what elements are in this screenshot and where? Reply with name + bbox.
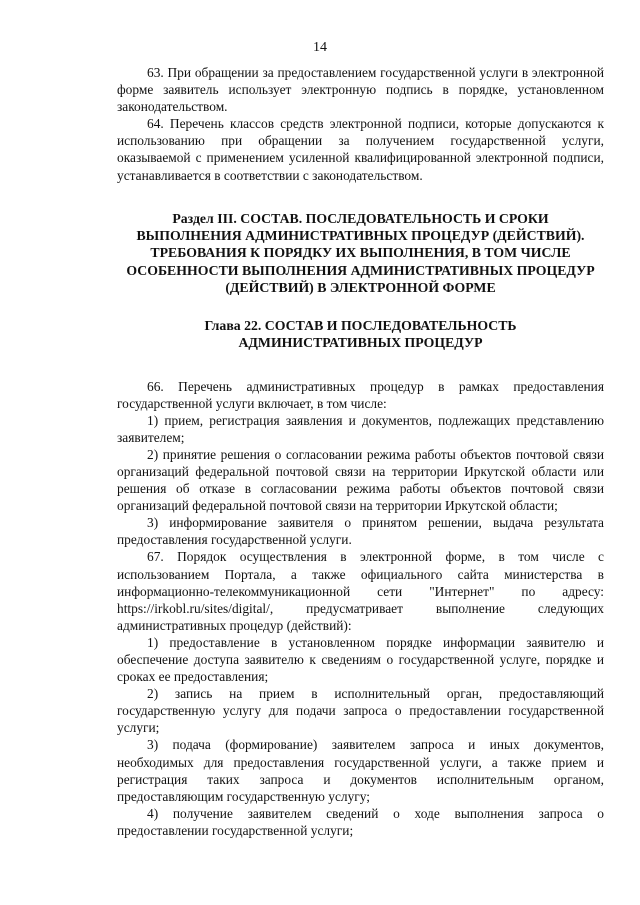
page-number: 14 (313, 40, 327, 55)
list-item: 3) подача (формирование) заявителем запроса и иных документов, необходимых для предоставления государственной услуги, а также прием и регистрация таких запроса и документов исполнительным органом, предоставляющим государственную услугу; (117, 737, 604, 804)
chapter-heading-line: АДМИНИСТРАТИВНЫХ ПРОЦЕДУР (238, 335, 483, 351)
list-item: 2) принятие решения о согласовании режима работы объектов почтовой связи организаций федеральной почтовой связи на территории Иркутской области или решения об отказе в согласовании режима работы объектов почтовой связи организаций федеральной почтовой связи на территории Иркутской области; (117, 446, 604, 514)
paragraph-66: 66. Перечень административных процедур в рамках предоставления государственной услуги включает, в том числе: (117, 378, 604, 411)
section-heading-line: ВЫПОЛНЕНИЯ АДМИНИСТРАТИВНЫХ ПРОЦЕДУР (ДЕЙСТВИЙ). (136, 228, 585, 244)
list-item: 3) информирование заявителя о принятом решении, выдача результата предоставления государственной услуги. (117, 515, 604, 548)
list-item: 1) предоставление в установленном порядке информации заявителю и обеспечение доступа заявителю к сведениям о государственной услуге, порядке и сроках ее предоставления; (117, 634, 604, 685)
section-heading-line: Раздел III. СОСТАВ. ПОСЛЕДОВАТЕЛЬНОСТЬ И СРОКИ (172, 210, 549, 226)
section-heading-line: ТРЕБОВАНИЯ К ПОРЯДКУ ИХ ВЫПОЛНЕНИЯ, В ТОМ ЧИСЛЕ (150, 245, 571, 261)
section-heading-line: ОСОБЕННОСТИ ВЫПОЛНЕНИЯ АДМИНИСТРАТИВНЫХ ПРОЦЕДУР (126, 262, 595, 278)
chapter-heading (117, 317, 604, 352)
document-body (117, 64, 604, 839)
list-item: 2) запись на прием в исполнительный орган, предоставляющий государственную услугу для подачи запроса о предоставлении государственной услуги; (117, 686, 604, 736)
paragraph-64: 64. Перечень классов средств электронной подписи, которые допускаются к использованию при обращении за получением государственной услуги, оказываемой с применением усиленной квалифицированной электронной подписи, устанавливается в соответствии с законодательством. (117, 116, 604, 183)
chapter-heading-line: Глава 22. СОСТАВ И ПОСЛЕДОВАТЕЛЬНОСТЬ (204, 317, 517, 333)
paragraph-67: 67. Порядок осуществления в электронной форме, в том числе с использованием Портала, а также официального сайта министерства в информационно-телекоммуникационной сети "Интернет" по адресу: https://irkobl.ru/sites/digital/, предусматривает выполнение следующих административных процедур (действий): (117, 549, 604, 633)
paragraph-63: 63. При обращении за предоставлением государственной услуги в электронной форме заявитель использует электронную подпись в порядке, установленном законодательством. (117, 65, 604, 115)
list-item: 1) прием, регистрация заявления и документов, подлежащих представлению заявителем; (117, 412, 604, 445)
list-item: 4) получение заявителем сведений о ходе выполнения запроса о предоставлении государственной услуги; (117, 805, 604, 838)
section-heading (117, 210, 604, 297)
section-heading-line: (ДЕЙСТВИЙ) В ЭЛЕКТРОННОЙ ФОРМЕ (225, 280, 496, 296)
